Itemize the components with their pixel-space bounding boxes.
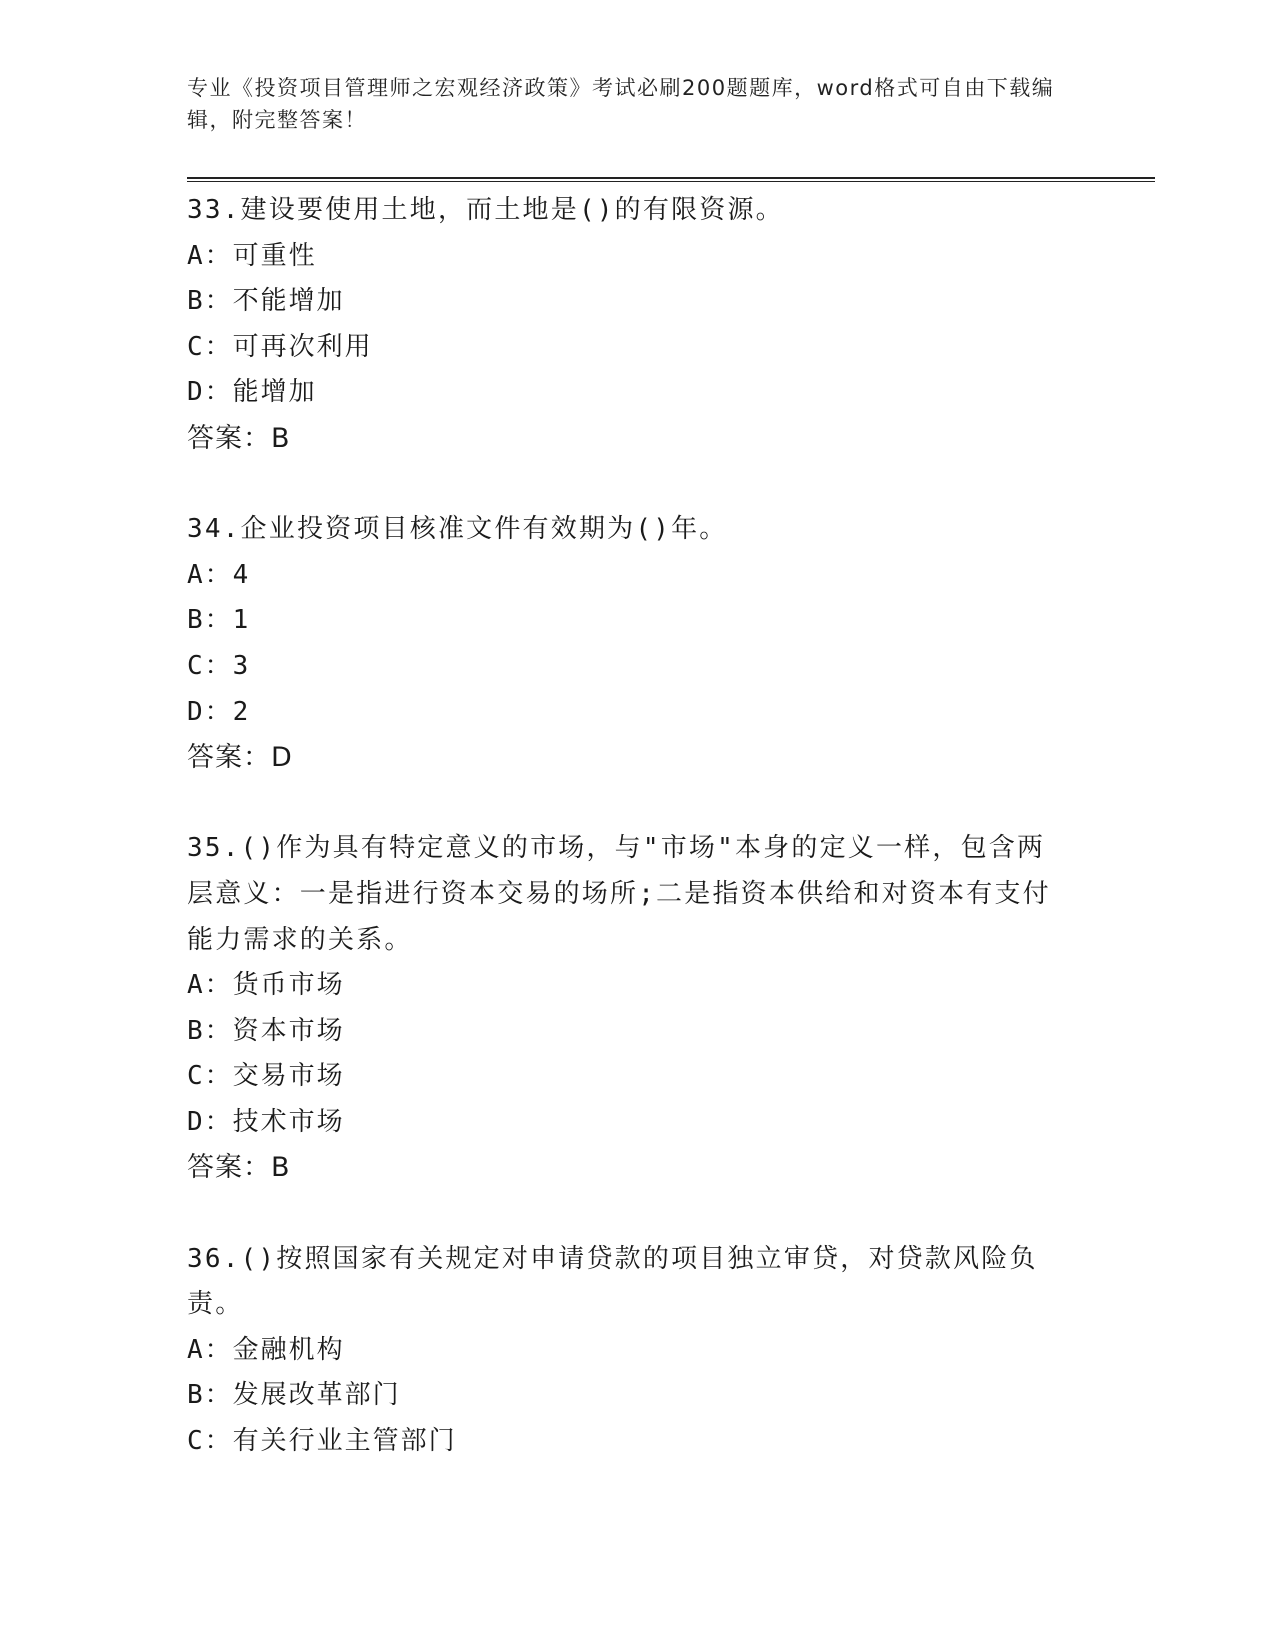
- answer: 答案：D: [187, 742, 293, 774]
- question-item: [187, 1237, 1087, 1465]
- question-text: 36.()按照国家有关规定对申请贷款的项目独立审贷，对贷款风险负责。: [187, 1243, 1038, 1320]
- option-d: D：2: [187, 696, 251, 727]
- question-list: [187, 188, 1087, 1465]
- document-header: 专业《投资项目管理师之宏观经济政策》考试必刷200题题库，word格式可自由下载编辑，附完整答案！: [187, 76, 1055, 132]
- header-divider: [187, 177, 1155, 182]
- option-c: C：3: [187, 650, 251, 681]
- option-c: C：交易市场: [187, 1061, 345, 1092]
- option-a: A：可重性: [187, 240, 317, 271]
- answer: 答案：B: [187, 422, 291, 454]
- question-text: 33.建设要使用土地，而土地是()的有限资源。: [187, 195, 784, 225]
- option-d: D：技术市场: [187, 1106, 345, 1137]
- option-b: B：1: [187, 605, 251, 636]
- option-a: A：金融机构: [187, 1334, 345, 1365]
- question-text: 34.企业投资项目核准文件有效期为()年。: [187, 514, 728, 545]
- option-b: B：资本市场: [187, 1015, 345, 1046]
- option-d: D：能增加: [187, 377, 317, 408]
- question-item: [187, 507, 1087, 781]
- answer: 答案：B: [187, 1152, 291, 1184]
- option-c: C：有关行业主管部门: [187, 1426, 457, 1457]
- option-c: C：可再次利用: [187, 331, 373, 362]
- option-b: B：发展改革部门: [187, 1380, 401, 1411]
- option-b: B：不能增加: [187, 286, 345, 317]
- option-a: A：4: [187, 559, 251, 590]
- option-a: A：货币市场: [187, 970, 345, 1001]
- question-item: [187, 188, 1087, 462]
- question-text: 35.()作为具有特定意义的市场，与"市场"本身的定义一样，包含两层意义：一是指进行资本交易的场所;二是指资本供给和对资本有支付能力需求的关系。: [187, 833, 1051, 955]
- question-item: [187, 826, 1087, 1191]
